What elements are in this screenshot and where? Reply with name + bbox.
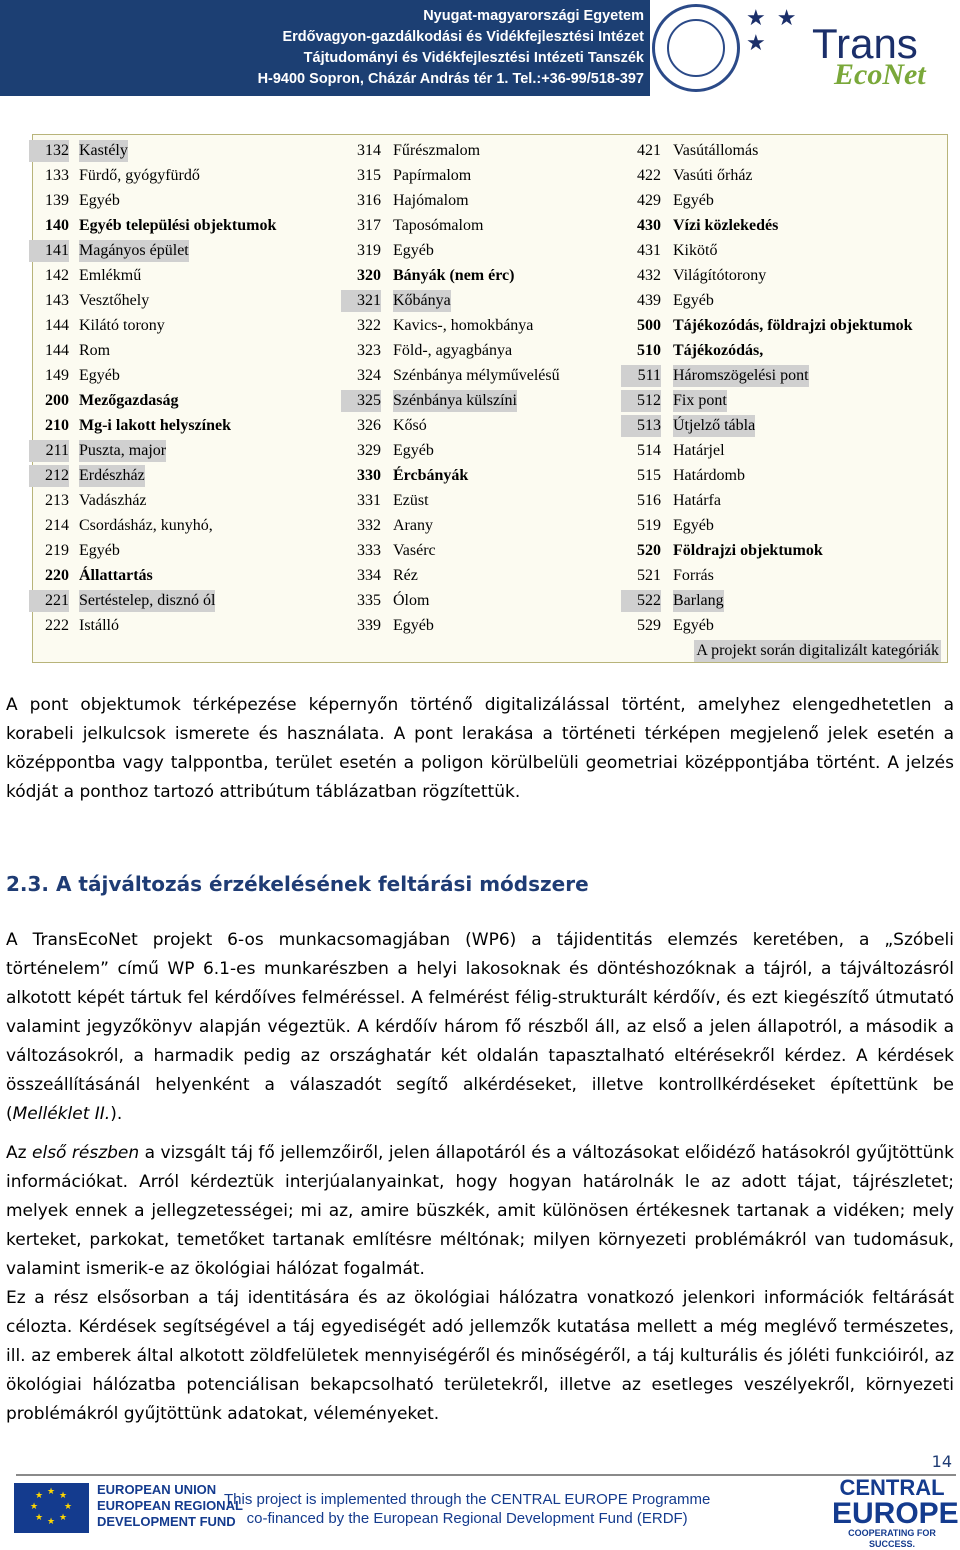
category-code: 332 — [357, 517, 381, 534]
category-code: 334 — [357, 567, 381, 584]
category-code: 333 — [357, 542, 381, 559]
logo-econet: EcoNet — [834, 58, 926, 91]
category-code: 133 — [45, 167, 69, 184]
category-code: 329 — [357, 442, 381, 459]
category-code: 514 — [637, 442, 661, 459]
category-label: Puszta, major — [79, 440, 166, 462]
category-label: Egyéb — [673, 292, 714, 309]
category-code: 322 — [357, 317, 381, 334]
category-label: Vízi közlekedés — [673, 217, 779, 234]
category-label: Egyéb — [79, 192, 120, 209]
category-code: 141 — [29, 240, 69, 262]
category-code: 339 — [357, 617, 381, 634]
eu-label: EUROPEAN UNION EUROPEAN REGIONAL DEVELOPMENT FUND — [97, 1482, 243, 1529]
category-label: Vesztőhely — [79, 292, 150, 309]
institution-line: Erdővagyon-gazdálkodási és Vidékfejlesztési Intézet — [282, 29, 644, 45]
category-label: Egyéb települési objektumok — [79, 217, 277, 234]
category-code: 221 — [29, 590, 69, 612]
category-label: Réz — [393, 567, 418, 584]
category-label: Egyéb — [79, 542, 120, 559]
category-code: 210 — [45, 417, 69, 434]
institution-line: Tájtudományi és Vidékfejlesztési Intézeti Tanszék — [303, 50, 644, 66]
category-label: Vadászház — [79, 492, 147, 509]
category-code: 200 — [45, 392, 69, 409]
category-label: Bányák (nem érc) — [393, 267, 515, 284]
category-label: Állattartás — [79, 567, 153, 584]
category-code: 317 — [357, 217, 381, 234]
category-code: 439 — [637, 292, 661, 309]
category-code: 511 — [621, 365, 661, 387]
page-header — [0, 0, 960, 100]
category-code: 430 — [637, 217, 661, 234]
category-label: Arany — [393, 517, 433, 534]
category-code: 144 — [45, 342, 69, 359]
category-label: Világítótorony — [673, 267, 767, 284]
category-label: Kilátó torony — [79, 317, 165, 334]
category-label: Hajómalom — [393, 192, 469, 209]
category-label: Emlékmű — [79, 267, 142, 284]
category-label: Földrajzi objektumok — [673, 542, 823, 559]
paragraph-method — [6, 926, 954, 1129]
table-legend: A projekt során digitalizált kategóriák — [694, 640, 941, 662]
institution-info — [258, 6, 644, 90]
category-label: Mezőgazdaság — [79, 392, 179, 409]
university-seal-logo — [652, 4, 740, 92]
category-code: 211 — [29, 440, 69, 462]
category-label: Papírmalom — [393, 167, 472, 184]
category-code: 222 — [45, 617, 69, 634]
category-label: Határfa — [673, 492, 721, 509]
category-label: Egyéb — [393, 242, 434, 259]
category-label: Egyéb — [673, 617, 714, 634]
category-label: Ólom — [393, 592, 430, 609]
category-label: Egyéb — [393, 617, 434, 634]
category-label: Fix pont — [673, 390, 727, 412]
logo-trans: Trans — [812, 20, 918, 67]
category-code: 214 — [45, 517, 69, 534]
category-code: 510 — [637, 342, 661, 359]
category-label: Vasérc — [393, 542, 436, 559]
category-label: Barlang — [673, 590, 724, 612]
category-code: 512 — [621, 390, 661, 412]
category-label: Sertéstelep, disznó ól — [79, 590, 215, 612]
category-code: 315 — [357, 167, 381, 184]
category-label: Egyéb — [393, 442, 434, 459]
stars-icon: ★ ★ ★ — [746, 6, 799, 56]
category-code: 432 — [637, 267, 661, 284]
category-code: 132 — [29, 140, 69, 162]
category-label: Fűrészmalom — [393, 142, 481, 159]
category-label: Tájékozódás, földrajzi objektumok — [673, 317, 913, 334]
category-code: 516 — [637, 492, 661, 509]
category-label: Háromszögelési pont — [673, 365, 809, 387]
category-label: Ércbányák — [393, 467, 469, 484]
category-label: Kősó — [393, 417, 427, 434]
category-code: 212 — [29, 465, 69, 487]
category-code: 335 — [357, 592, 381, 609]
paragraph-intro — [6, 691, 954, 807]
category-label: Tájékozódás, — [673, 342, 764, 359]
category-code: 529 — [637, 617, 661, 634]
category-code: 421 — [637, 142, 661, 159]
category-code: 316 — [357, 192, 381, 209]
category-code: 140 — [45, 217, 69, 234]
category-code: 519 — [637, 517, 661, 534]
category-label: Istálló — [79, 617, 119, 634]
category-label: Csordásház, kunyhó, — [79, 517, 213, 534]
category-label: Rom — [79, 342, 111, 359]
category-code: 431 — [637, 242, 661, 259]
category-code: 324 — [357, 367, 381, 384]
category-label: Egyéb — [673, 517, 714, 534]
category-label: Szénbánya mélyművelésű — [393, 367, 560, 384]
paragraph: A pont objektumok térképezése képernyőn történő digitalizálással történt, amelyhez elengedhetetlen a korabeli jelkulcsok ismerete és használata. A pont lerakása a történeti térképen megjelenő jelek esetén a középpontba vagy talppontba, terület esetén a poligon körülbelüli geometriai középpontjába történt. A jelzés kódját a ponthoz tartozó attribútum táblázatban rögzítettük. — [6, 695, 954, 802]
section-heading: 2.3. A tájváltozás érzékelésének feltárási módszere — [6, 872, 589, 896]
category-code: 143 — [45, 292, 69, 309]
category-code: 520 — [637, 542, 661, 559]
category-code: 513 — [621, 415, 661, 437]
category-label: Taposómalom — [393, 217, 484, 234]
category-code: 331 — [357, 492, 381, 509]
paragraph: Az első részben a vizsgált táj fő jellemzőiről, jelen állapotáról és a változásokat előidéző hatásokról gyűjtöttünk információkat. Arról kérdeztük interjúalanyainkat, hogy hogyan határolnák le az adott tájat, tájrészletet; melyek ennek a jellegzetességei; mi az, amire büszkék, amit különösen értékesnek tartanak a vidéken; mely kerteket, parkokat, temetőket tartanak említésre méltónak; milyen környezeti problémákról van tudomásuk, valamint ismerik-e az ökológiai hálózat fogalmát. — [6, 1143, 954, 1279]
category-code: 321 — [341, 290, 381, 312]
category-code: 522 — [621, 590, 661, 612]
category-label: Vasúti őrház — [673, 167, 753, 184]
institution-line: H-9400 Sopron, Cházár András tér 1. Tel.:+36-99/518-397 — [257, 71, 644, 87]
category-code: 314 — [357, 142, 381, 159]
category-code: 325 — [341, 390, 381, 412]
category-label: Forrás — [673, 567, 714, 584]
footer-funding-text: This project is implemented through the CENTRAL EUROPE Programme co-financed by the European Regional Development Fund (ERDF) — [224, 1491, 711, 1527]
transeconet-logo — [742, 0, 960, 96]
category-code: 144 — [45, 317, 69, 334]
category-code: 320 — [357, 267, 381, 284]
category-code: 142 — [45, 267, 69, 284]
category-label: Fürdő, gyógyfürdő — [79, 167, 200, 184]
paragraph-first-part — [6, 1139, 954, 1429]
category-code: 220 — [45, 567, 69, 584]
category-code: 330 — [357, 467, 381, 484]
central-europe-logo: CENTRAL EUROPE COOPERATING FOR SUCCESS. — [832, 1475, 959, 1549]
category-label: Kőbánya — [393, 290, 451, 312]
eu-flag-icon: ★ ★ ★ ★ ★ ★ ★ ★ — [14, 1483, 89, 1533]
category-code: 500 — [637, 317, 661, 334]
category-code: 515 — [637, 467, 661, 484]
category-code: 319 — [357, 242, 381, 259]
category-code: 323 — [357, 342, 381, 359]
category-label: Mg-i lakott helyszínek — [79, 417, 231, 434]
category-label: Határjel — [673, 442, 725, 459]
category-label: Egyéb — [79, 367, 120, 384]
category-code: 139 — [45, 192, 69, 209]
category-code: 429 — [637, 192, 661, 209]
page-number: 14 — [931, 1452, 952, 1471]
category-label: Egyéb — [673, 192, 714, 209]
category-code: 213 — [45, 492, 69, 509]
category-label: Szénbánya külszíni — [393, 390, 517, 412]
category-label: Kastély — [79, 140, 128, 162]
category-label: Föld-, agyagbánya — [393, 342, 513, 359]
category-code: 422 — [637, 167, 661, 184]
category-label: Erdészház — [79, 465, 145, 487]
category-code: 326 — [357, 417, 381, 434]
paragraph: A TransEcoNet projekt 6-os munkacsomagjában (WP6) a tájidentitás elemzés keretében, a „Szóbeli történelem” című WP 6.1-es munkarészben a helyi lakosoknak és döntéshozóknak a tájról, a tájváltozásról alkotott képét tártuk fel kérdőíves felméréssel. A felmérést félig-strukturált kérdőív, és ezt kiegészítő útmutató valamint jegyzőkönyv alapján végeztük. A kérdőív három fő részből áll, az első a jelen állapotról, a második a változásokról, a harmadik pedig az országhatár két oldalán tapasztalható eltérésekről kérdez. A kérdések összeállításánál helyenként a válaszadót segítő alkérdéseket, illetve kontrollkérdéseket építettünk be (Melléklet II.). — [6, 930, 954, 1124]
category-code: 149 — [45, 367, 69, 384]
paragraph: Ez a rész elsősorban a táj identitására és az ökológiai hálózatra vonatkozó jelenkori információk feltárását célozta. Kérdések segítségével a táj egyediségét adó jellemzők kutatása mellett a még meglévő természetes, ill. az emberek által alkotott zöldfelületek mennyiségéről és minőségéről, a táj kulturális és jóléti funkcióiról, az ökológiai hálózatba potenciálisan bekapcsolható területekről, illetve az esetleges veszélyekről, környezeti problémákról gyűjtöttünk adatokat, véleményeket. — [6, 1288, 954, 1424]
category-label: Vasútállomás — [673, 142, 759, 159]
category-label: Útjelző tábla — [673, 415, 755, 437]
category-label: Ezüst — [393, 492, 429, 509]
institution-line: Nyugat-magyarországi Egyetem — [423, 8, 644, 24]
category-label: Kikötő — [673, 242, 718, 259]
category-code-table — [32, 134, 948, 663]
category-code: 521 — [637, 567, 661, 584]
category-label: Magányos épület — [79, 240, 189, 262]
category-label: Határdomb — [673, 467, 745, 484]
footer-divider — [16, 1474, 956, 1476]
category-label: Kavics-, homokbánya — [393, 317, 534, 334]
category-code: 219 — [45, 542, 69, 559]
